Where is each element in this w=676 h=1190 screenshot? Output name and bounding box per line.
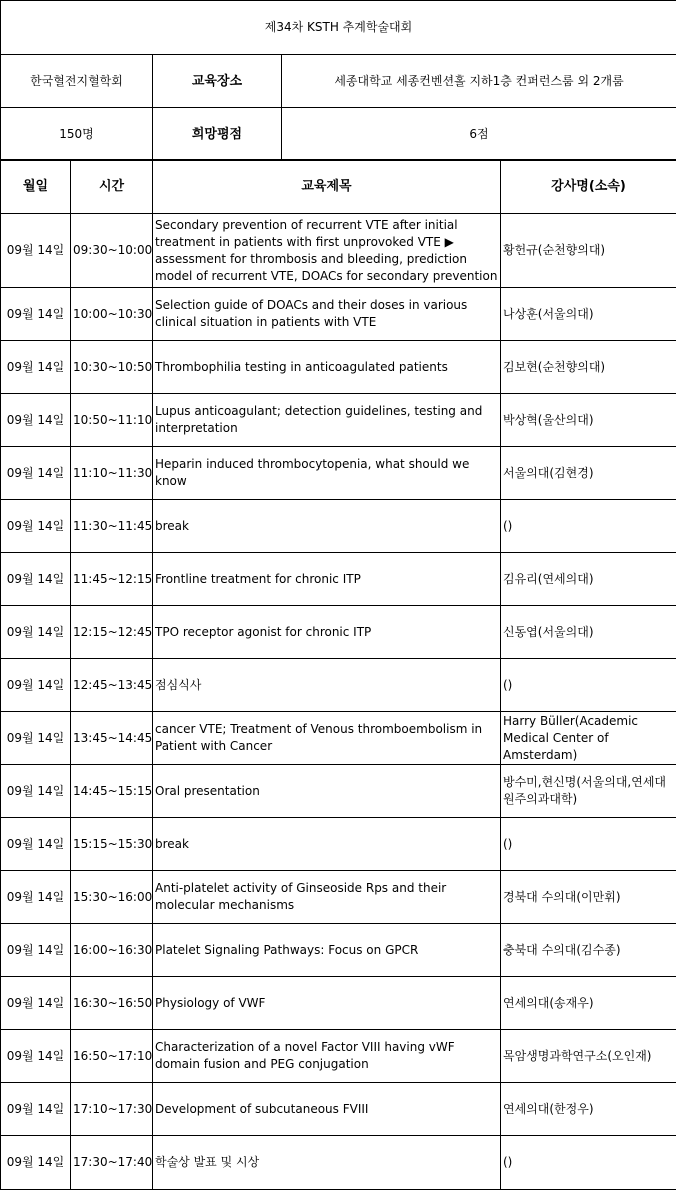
session-date: 09월 14일 <box>1 447 71 500</box>
session-time: 17:30~17:40 <box>71 1136 153 1190</box>
session-date: 09월 14일 <box>1 606 71 659</box>
session-date: 09월 14일 <box>1 1136 71 1190</box>
session-topic: TPO receptor agonist for chronic ITP <box>153 606 501 659</box>
session-time: 10:50~11:10 <box>71 394 153 447</box>
session-topic: Thrombophilia testing in anticoagulated patients <box>153 341 501 394</box>
session-date: 09월 14일 <box>1 288 71 341</box>
schedule-rows <box>1 214 676 1190</box>
session-topic: Selection guide of DOACs and their doses in various clinical situation in patients with VTE <box>153 288 501 341</box>
venue-label: 교육장소 <box>153 55 282 108</box>
session-date: 09월 14일 <box>1 871 71 924</box>
table-row <box>1 606 676 659</box>
session-time: 09:30~10:00 <box>71 214 153 288</box>
table-row <box>1 765 676 818</box>
session-speaker: 박상혁(울산의대) <box>501 394 676 447</box>
table-row <box>1 214 676 288</box>
column-header-time: 시간 <box>71 160 153 214</box>
column-header-date: 월일 <box>1 160 71 214</box>
session-speaker: () <box>501 659 676 712</box>
session-time: 15:30~16:00 <box>71 871 153 924</box>
table-row <box>1 394 676 447</box>
event-title: 제34차 KSTH 추계학술대회 <box>1 1 676 55</box>
session-speaker: 연세의대(송재우) <box>501 977 676 1030</box>
session-speaker: Harry Büller(Academic Medical Center of Amsterdam) <box>501 712 676 765</box>
table-row <box>1 659 676 712</box>
table-row <box>1 553 676 606</box>
session-date: 09월 14일 <box>1 341 71 394</box>
table-row <box>1 1136 676 1190</box>
session-speaker: 충북대 수의대(김수종) <box>501 924 676 977</box>
capacity: 150명 <box>1 108 153 161</box>
organizer: 한국혈전지혈학회 <box>1 55 153 108</box>
session-speaker: 목암생명과학연구소(오인재) <box>501 1030 676 1083</box>
session-topic: 점심식사 <box>153 659 501 712</box>
session-date: 09월 14일 <box>1 1083 71 1136</box>
session-speaker: 연세의대(한정우) <box>501 1083 676 1136</box>
session-time: 12:15~12:45 <box>71 606 153 659</box>
session-speaker: 김유리(연세의대) <box>501 553 676 606</box>
session-time: 17:10~17:30 <box>71 1083 153 1136</box>
session-speaker: 나상훈(서울의대) <box>501 288 676 341</box>
session-date: 09월 14일 <box>1 765 71 818</box>
session-time: 16:30~16:50 <box>71 977 153 1030</box>
session-speaker: 서울의대(김현경) <box>501 447 676 500</box>
session-speaker: () <box>501 818 676 871</box>
session-topic: Lupus anticoagulant; detection guidelines, testing and interpretation <box>153 394 501 447</box>
session-time: 11:30~11:45 <box>71 500 153 553</box>
column-header-topic: 교육제목 <box>153 160 501 214</box>
table-row <box>1 1083 676 1136</box>
session-topic: Characterization of a novel Factor VIII having vWF domain fusion and PEG conjugation <box>153 1030 501 1083</box>
session-speaker: 황헌규(순천향의대) <box>501 214 676 288</box>
session-topic: Anti-platelet activity of Ginseoside Rps and their molecular mechanisms <box>153 871 501 924</box>
session-date: 09월 14일 <box>1 500 71 553</box>
session-date: 09월 14일 <box>1 977 71 1030</box>
session-speaker: () <box>501 1136 676 1190</box>
score-value: 6점 <box>282 108 676 161</box>
session-time: 14:45~15:15 <box>71 765 153 818</box>
session-date: 09월 14일 <box>1 214 71 288</box>
session-speaker: 김보현(순천향의대) <box>501 341 676 394</box>
session-time: 13:45~14:45 <box>71 712 153 765</box>
session-time: 11:10~11:30 <box>71 447 153 500</box>
session-time: 12:45~13:45 <box>71 659 153 712</box>
table-row <box>1 288 676 341</box>
event-info-table <box>0 0 676 161</box>
session-date: 09월 14일 <box>1 1030 71 1083</box>
session-date: 09월 14일 <box>1 394 71 447</box>
score-label: 희망평점 <box>153 108 282 161</box>
session-time: 15:15~15:30 <box>71 818 153 871</box>
session-topic: Secondary prevention of recurrent VTE after initial treatment in patients with first unprovoked VTE ▶ assessment for thrombosis and bleeding, prediction model of recurrent VTE, DOACs for secondary prevention <box>153 214 501 288</box>
session-topic: break <box>153 500 501 553</box>
session-time: 16:50~17:10 <box>71 1030 153 1083</box>
session-topic: Frontline treatment for chronic ITP <box>153 553 501 606</box>
session-date: 09월 14일 <box>1 712 71 765</box>
table-row <box>1 977 676 1030</box>
session-topic: Physiology of VWF <box>153 977 501 1030</box>
table-row <box>1 818 676 871</box>
table-row <box>1 447 676 500</box>
session-date: 09월 14일 <box>1 659 71 712</box>
session-topic: cancer VTE; Treatment of Venous thromboembolism in Patient with Cancer <box>153 712 501 765</box>
session-date: 09월 14일 <box>1 818 71 871</box>
table-row <box>1 341 676 394</box>
session-time: 16:00~16:30 <box>71 924 153 977</box>
session-date: 09월 14일 <box>1 553 71 606</box>
session-speaker: 경북대 수의대(이만휘) <box>501 871 676 924</box>
session-topic: Platelet Signaling Pathways: Focus on GPCR <box>153 924 501 977</box>
session-speaker: () <box>501 500 676 553</box>
session-topic: Development of subcutaneous FVIII <box>153 1083 501 1136</box>
table-row <box>1 871 676 924</box>
venue-value: 세종대학교 세종컨벤션홀 지하1층 컨퍼런스룸 외 2개룸 <box>282 55 676 108</box>
table-row <box>1 500 676 553</box>
session-date: 09월 14일 <box>1 924 71 977</box>
table-row <box>1 924 676 977</box>
schedule-table <box>0 159 676 1190</box>
session-time: 11:45~12:15 <box>71 553 153 606</box>
session-speaker: 방수미,현신명(서울의대,연세대 원주의과대학) <box>501 765 676 818</box>
session-time: 10:30~10:50 <box>71 341 153 394</box>
session-topic: 학술상 발표 및 시상 <box>153 1136 501 1190</box>
column-header-speaker: 강사명(소속) <box>501 160 676 214</box>
session-time: 10:00~10:30 <box>71 288 153 341</box>
table-row <box>1 1030 676 1083</box>
session-topic: break <box>153 818 501 871</box>
table-row <box>1 712 676 765</box>
session-topic: Heparin induced thrombocytopenia, what should we know <box>153 447 501 500</box>
session-speaker: 신동엽(서울의대) <box>501 606 676 659</box>
session-topic: Oral presentation <box>153 765 501 818</box>
